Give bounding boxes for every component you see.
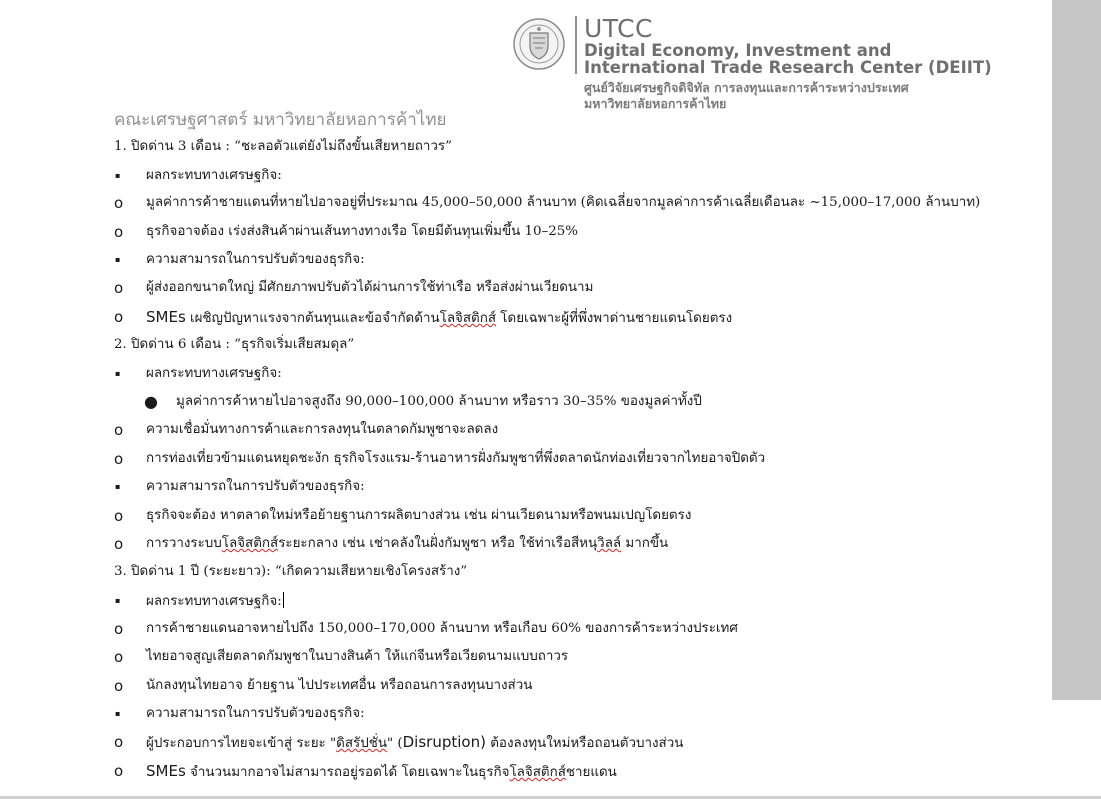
section2-impact-sub: มูลค่าการค้าหายไปอาจสูงถึง 90,000–100,000 ล้านบาท หรือราว 30–35% ของมูลค่าทั้งปี [176, 394, 702, 409]
circle-marker: o [114, 279, 124, 297]
center-name-line1: Digital Economy, Investment and [584, 41, 892, 60]
circle-marker: o [114, 733, 124, 751]
bullet-marker: ▪ [115, 255, 121, 264]
section1-impact-2: ธุรกิจอาจต้อง เร่งส่งสินค้าผ่านเส้นทางทางเรือ โดยมีต้นทุนเพิ่มขึ้น 10–25% [146, 224, 579, 239]
section2-impact-2: การท่องเที่ยวข้ามแดนหยุดชะงัก ธุรกิจโรงแรม-ร้านอาหารฝั่งกัมพูชาที่พึ่งตลาดนักท่องเที่ยวจากไทยอาจปิดตัว [146, 451, 766, 466]
text-run: ชายแดน [565, 765, 617, 780]
center-name-line2: International Trade Research Center (DEIIT) [584, 58, 992, 77]
circle-marker: o [114, 677, 124, 695]
text-run: ผลกระทบทางเศรษฐกิจ: [146, 594, 282, 609]
spellcheck-word: โลจิสติกส์ [509, 765, 566, 780]
bullet-marker: ▪ [115, 596, 121, 605]
circle-marker: o [114, 421, 124, 439]
dot-marker: ● [144, 392, 158, 411]
section3-adapt-2 [146, 762, 617, 782]
circle-marker: o [114, 450, 124, 468]
circle-marker: o [114, 194, 124, 212]
spellcheck-word: ดิสรัปชั่น [336, 736, 387, 751]
university-thai-name: มหาวิทยาลัยหอการค้าไทย [584, 96, 727, 111]
text-run: จำนวนมากอาจไม่สามารถอยู่รอดได้ โดยเฉพาะในธุรกิจ [185, 765, 510, 780]
section2-impact-label: ผลกระทบทางเศรษฐกิจ: [146, 366, 282, 381]
circle-marker: o [114, 223, 124, 241]
text-cursor [283, 592, 284, 608]
spellcheck-word: วิลล์ [597, 536, 622, 551]
text-run: การวางระบบ [146, 536, 222, 551]
bullet-marker: ▪ [115, 709, 121, 718]
section2-impact-1: ความเชื่อมั่นทางการค้าและการลงทุนในตลาดกัมพูชาจะลดลง [146, 422, 499, 437]
section3-heading: 3. ปิดด่าน 1 ปี (ระยะยาว): “เกิดความเสียหายเชิงโครงสร้าง” [114, 564, 468, 579]
circle-marker: o [114, 535, 124, 553]
section1-heading: 1. ปิดด่าน 3 เดือน : “ชะลอตัวแต่ยังไม่ถึงขั้นเสียหายถาวร” [114, 139, 452, 154]
scrollbar-gap [1052, 700, 1101, 799]
section3-adapt-1 [146, 733, 683, 753]
university-seal-icon [513, 18, 565, 70]
section3-impact-3: นักลงทุนไทยอาจ ย้ายฐาน ไปประเทศอื่น หรือถอนการลงทุนบางส่วน [146, 678, 533, 693]
circle-marker: o [114, 507, 124, 525]
circle-marker: o [114, 648, 124, 666]
text-run: " ( [386, 736, 403, 751]
text-run: ต้องลงทุนใหม่หรือถอนตัวบางส่วน [485, 736, 684, 751]
circle-marker: o [114, 308, 124, 326]
section1-impact-1: มูลค่าการค้าชายแดนที่หายไปอาจอยู่ที่ประมาณ 45,000–50,000 ล้านบาท (คิดเฉลี่ยจากมูลค่าการค้าเฉลี่ยเดือนละ ~15,000–17,000 ล้านบาท) [146, 195, 981, 210]
section3-impact-2: ไทยอาจสูญเสียตลาดกัมพูชาในบางสินค้า ให้แก่จีนหรือเวียดนามแบบถาวร [146, 649, 569, 664]
vertical-scrollbar[interactable] [1052, 0, 1101, 700]
center-acronym: UTCC [584, 14, 654, 43]
section1-adapt-1: ผู้ส่งออกขนาดใหญ่ มีศักยภาพปรับตัวได้ผ่านการใช้ท่าเรือ หรือส่งผ่านเวียดนาม [146, 280, 594, 295]
text-run: ระยะกลาง เช่น เช่าคลังในฝั่งกัมพูชา หรือ ใช้ท่าเรือสีหนุ [278, 536, 598, 551]
section3-impact-1: การค้าชายแดนอาจหายไปถึง 150,000–170,000 ล้านบาท หรือเกือบ 60% ของการค้าระหว่างประเทศ [146, 621, 738, 636]
section1-impact-label: ผลกระทบทางเศรษฐกิจ: [146, 168, 282, 183]
text-run: เผชิญปัญหาแรงจากต้นทุนและข้อจำกัดด้าน [185, 311, 440, 326]
section1-adapt-2 [146, 308, 732, 328]
circle-marker: o [114, 620, 124, 638]
bullet-marker: ▪ [115, 369, 121, 378]
disruption-term: Disruption) [402, 733, 486, 751]
center-thai-name: ศูนย์วิจัยเศรษฐกิจดิจิทัล การลงทุนและการค้าระหว่างประเทศ [584, 80, 909, 95]
smes-term: SMEs [146, 762, 186, 780]
section2-adapt-1: ธุรกิจจะต้อง หาตลาดใหม่หรือย้ายฐานการผลิตบางส่วน เช่น ผ่านเวียดนามหรือพนมเปญโดยตรง [146, 508, 692, 523]
section3-impact-label [146, 592, 284, 611]
section2-heading: 2. ปิดด่าน 6 เดือน : “ธุรกิจเริ่มเสียสมดุล” [114, 337, 355, 352]
faculty-name: คณะเศรษฐศาสตร์ มหาวิทยาลัยหอการค้าไทย [114, 110, 447, 130]
spellcheck-word: โลจิสติกส์ [221, 536, 279, 551]
circle-marker: o [114, 762, 124, 780]
smes-term: SMEs [146, 308, 186, 326]
text-run: ผู้ประกอบการไทยจะเข้าสู่ ระยะ " [146, 736, 337, 751]
bullet-marker: ▪ [115, 171, 121, 180]
text-run: มากขึ้น [621, 536, 669, 551]
section3-adapt-label: ความสามารถในการปรับตัวของธุรกิจ: [146, 706, 365, 721]
section2-adapt-label: ความสามารถในการปรับตัวของธุรกิจ: [146, 479, 365, 494]
section2-adapt-2 [146, 535, 668, 553]
header-divider [575, 16, 577, 74]
text-run: โดยเฉพาะผู้ที่พึ่งพาด่านชายแดนโดยตรง [496, 311, 733, 326]
spellcheck-word: โลจิสติกส์ [439, 311, 497, 326]
bullet-marker: ▪ [115, 482, 121, 491]
section1-adapt-label: ความสามารถในการปรับตัวของธุรกิจ: [146, 252, 365, 267]
